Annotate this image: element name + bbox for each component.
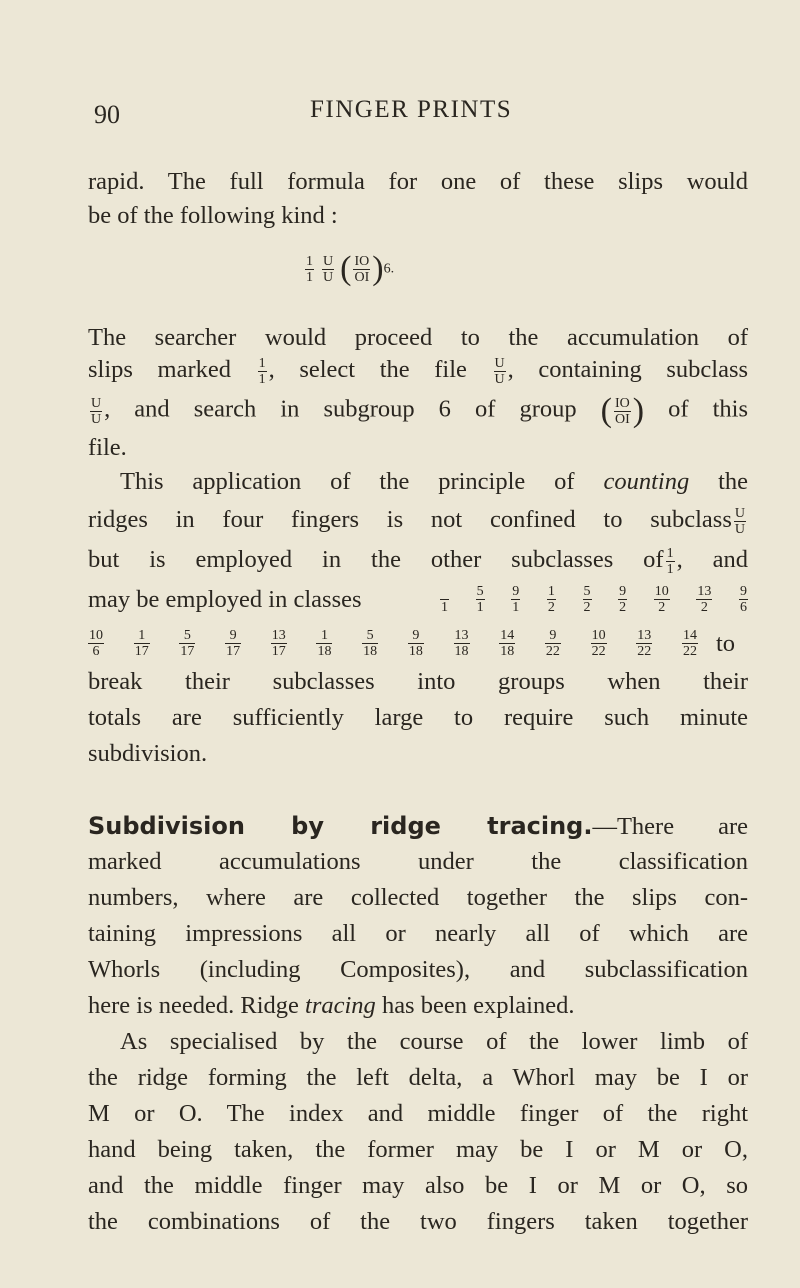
section-line-6: here is needed. Ridge tracing has been explained.: [88, 992, 575, 1019]
para2-line-6: break their subclasses into groups when their: [88, 668, 748, 695]
class-fraction: $\frac{5}{1}$: [476, 584, 484, 615]
class-fraction: $\frac{9}{6}$: [740, 584, 747, 615]
class-fraction: $\frac{9}{18}$: [408, 628, 423, 659]
class-fraction: $\frac{13}{2}$: [697, 584, 712, 615]
class-fraction: $\frac{13}{22}$: [637, 628, 652, 659]
formula-subscript: 6.: [383, 261, 395, 277]
fraction: $\frac{IO}{OI}$: [615, 395, 630, 427]
class-fraction: $\frac{1}{2}$: [547, 584, 555, 615]
section-line-4: taining impressions all or nearly all of which are: [88, 920, 748, 947]
class-fraction: $\frac{5}{18}$: [363, 628, 378, 659]
class-fraction: $\frac{14}{18}$: [500, 628, 515, 659]
class-fraction: $\frac{9}{22}$: [545, 628, 560, 659]
class-fraction: $\frac{5}{2}$: [583, 584, 591, 615]
para2-line-4: may be employed in classes: [88, 586, 362, 613]
class-fraction: $\frac{14}{22}$: [682, 628, 697, 659]
class-fraction: $\frac{1}{17}$: [134, 628, 149, 659]
fraction: $\frac{U}{U}$: [494, 356, 505, 387]
section-line-5: Whorls (including Composites), and subclassification: [88, 956, 748, 983]
class-fraction: $\frac{9}{2}$: [619, 584, 627, 615]
section-line-8: the ridge forming the left delta, a Whorl may be I or: [88, 1064, 748, 1091]
section-line-3: numbers, where are collected together the slips con-: [88, 884, 748, 911]
class-fraction: $\frac{10}{22}$: [591, 628, 606, 659]
class-fraction: $\frac{9}{17}$: [226, 628, 241, 659]
section-line-9: M or O. The index and middle finger of the right: [88, 1100, 748, 1127]
class-fraction: $\frac{10}{6}$: [89, 628, 103, 659]
section-heading: Subdivision by ridge tracing.: [88, 812, 593, 840]
para2-line-3: but is employed in the other subclasses of $\frac{1}{1}$ , and: [88, 546, 748, 577]
page-number: 90: [94, 100, 120, 129]
section-line-12: the combinations of the two fingers taken together: [88, 1208, 748, 1235]
to-word: to: [716, 630, 736, 657]
para2-line-8: subdivision.: [88, 740, 208, 767]
running-title: FINGER PRINTS: [310, 96, 513, 123]
classes-row-1: [440, 584, 748, 615]
fraction: $\frac{U}{U}$: [734, 506, 745, 537]
fraction: $\frac{U}{U}$: [91, 395, 102, 427]
class-fraction: $\frac{1}{18}$: [317, 628, 332, 659]
para2-line-2: ridges in four fingers is not confined to subclass $\frac{U}{U}$: [88, 506, 745, 537]
class-fraction: $\frac{9}{1}$: [512, 584, 520, 615]
section-line-7: As specialised by the course of the lower limb of: [120, 1028, 748, 1055]
class-fraction: $\frac{13}{17}$: [271, 628, 286, 659]
formula: $\frac{1}{1}$ $\frac{U}{U}$ ( $\frac{IO}{OI}$ )6.: [306, 250, 395, 287]
section-line-11: and the middle finger may also be I or M or O, so: [88, 1172, 748, 1199]
para1-line-3: $\frac{U}{U}$ , and search in subgroup 6 of group ( $\frac{IO}{OI}$ ) of this: [91, 392, 749, 429]
section-line-10: hand being taken, the former may be I or M or O,: [88, 1136, 748, 1163]
class-fraction: $\frac{5}{17}$: [180, 628, 195, 659]
class-fraction: $\frac{10}{2}$: [654, 584, 669, 615]
para1-line-2: slips marked $\frac{1}{1}$ , select the file $\frac{U}{U}$ , containing subclass: [88, 356, 749, 387]
section-line-2: marked accumulations under the classification: [88, 848, 748, 875]
formula-fraction-3: $\frac{IO}{OI}$: [354, 253, 370, 285]
para2-line-7: totals are sufficiently large to require such minute: [88, 704, 748, 731]
formula-fraction-1: $\frac{1}{1}$: [306, 253, 313, 285]
fraction: $\frac{1}{1}$: [258, 356, 266, 387]
section-line-1: Subdivision by ridge tracing.—There are: [88, 812, 748, 840]
formula-fraction-2: $\frac{U}{U}$: [323, 253, 334, 285]
class-fraction: 1: [440, 584, 449, 615]
para1-line-1: The searcher would proceed to the accumulation of: [88, 324, 748, 351]
para2-line-1: This application of the principle of counting the: [120, 468, 749, 495]
class-fraction: $\frac{13}{18}$: [454, 628, 469, 659]
para1-line-4: file.: [88, 434, 127, 461]
intro-line-2: be of the following kind :: [88, 202, 338, 229]
fraction: $\frac{1}{1}$: [666, 546, 674, 577]
classes-row-2: [88, 628, 698, 659]
intro-line-1: rapid. The full formula for one of these slips would: [88, 168, 748, 195]
